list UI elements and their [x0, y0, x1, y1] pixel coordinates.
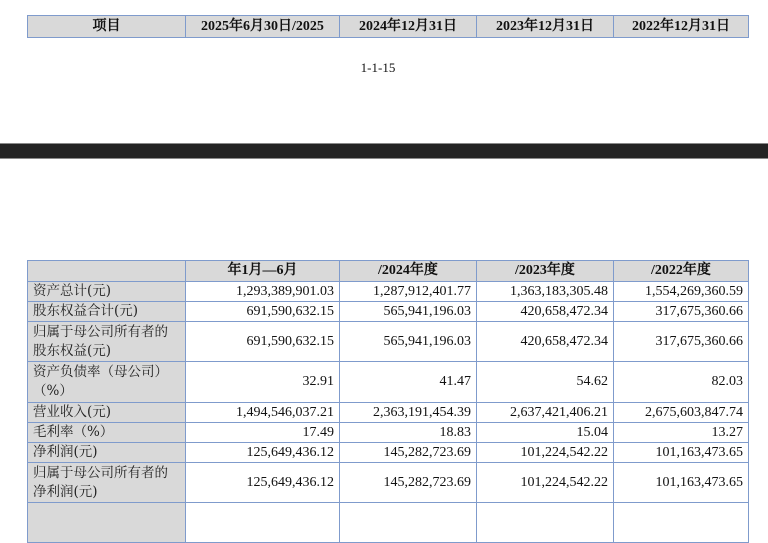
cell-value: 691,590,632.15	[186, 322, 340, 362]
cell-value-cutoff	[477, 503, 614, 543]
header-2024: /2024年度	[340, 261, 477, 282]
table-row-parent-net-profit	[28, 463, 749, 503]
cell-value: 420,658,472.34	[477, 322, 614, 362]
cell-value: 125,649,436.12	[186, 443, 340, 463]
header-2022: 2022年12月31日	[614, 16, 749, 38]
row-label: 归属于母公司所有者的净利润(元)	[28, 463, 186, 503]
cell-value: 101,224,542.22	[477, 463, 614, 503]
cell-value: 2,637,421,406.21	[477, 403, 614, 423]
cell-value: 101,224,542.22	[477, 443, 614, 463]
table-row-partial-cutoff	[28, 503, 749, 543]
cell-value: 32.91	[186, 362, 340, 403]
page-separator-band	[0, 143, 768, 159]
cell-value: 420,658,472.34	[477, 302, 614, 322]
table-header-row	[28, 261, 749, 282]
row-label-cutoff	[28, 503, 186, 543]
cell-value: 1,554,269,360.59	[614, 282, 749, 302]
page-number: 1-1-15	[360, 60, 396, 75]
top-header-table	[27, 15, 749, 38]
header-blank	[28, 261, 186, 282]
row-label: 营业收入(元)	[28, 403, 186, 423]
table-row-gross-margin	[28, 423, 749, 443]
table-row-revenue	[28, 403, 749, 423]
header-h1-2025: 年1月—6月	[186, 261, 340, 282]
cell-value: 17.49	[186, 423, 340, 443]
header-2023: /2023年度	[477, 261, 614, 282]
header-2022: /2022年度	[614, 261, 749, 282]
row-label: 股东权益合计(元)	[28, 302, 186, 322]
cell-value: 1,363,183,305.48	[477, 282, 614, 302]
row-label: 净利润(元)	[28, 443, 186, 463]
financial-summary-table	[27, 260, 749, 543]
table-row-net-profit	[28, 443, 749, 463]
cell-value: 1,287,912,401.77	[340, 282, 477, 302]
cell-value: 317,675,360.66	[614, 302, 749, 322]
cell-value: 18.83	[340, 423, 477, 443]
table-row-total-equity	[28, 302, 749, 322]
header-item: 项目	[28, 16, 186, 38]
cell-value: 2,675,603,847.74	[614, 403, 749, 423]
cell-value: 145,282,723.69	[340, 443, 477, 463]
cell-value: 145,282,723.69	[340, 463, 477, 503]
cell-value-cutoff	[614, 503, 749, 543]
cell-value: 13.27	[614, 423, 749, 443]
cell-value: 101,163,473.65	[614, 443, 749, 463]
cell-value: 82.03	[614, 362, 749, 403]
cell-value: 54.62	[477, 362, 614, 403]
row-label: 资产负债率（母公司）（%）	[28, 362, 186, 403]
header-2024: 2024年12月31日	[340, 16, 477, 38]
cell-value: 125,649,436.12	[186, 463, 340, 503]
header-2023: 2023年12月31日	[477, 16, 614, 38]
table-row-debt-ratio	[28, 362, 749, 403]
row-label: 归属于母公司所有者的股东权益(元)	[28, 322, 186, 362]
top-header-row	[28, 16, 749, 38]
cell-value: 15.04	[477, 423, 614, 443]
cell-value-cutoff	[186, 503, 340, 543]
cell-value: 101,163,473.65	[614, 463, 749, 503]
cell-value: 565,941,196.03	[340, 302, 477, 322]
cell-value: 41.47	[340, 362, 477, 403]
cell-value: 1,494,546,037.21	[186, 403, 340, 423]
cell-value: 2,363,191,454.39	[340, 403, 477, 423]
cell-value-cutoff	[340, 503, 477, 543]
header-2025-h1: 2025年6月30日/2025	[186, 16, 340, 38]
cell-value: 565,941,196.03	[340, 322, 477, 362]
table-row-parent-equity	[28, 322, 749, 362]
cell-value: 1,293,389,901.03	[186, 282, 340, 302]
cell-value: 691,590,632.15	[186, 302, 340, 322]
cell-value: 317,675,360.66	[614, 322, 749, 362]
row-label: 资产总计(元)	[28, 282, 186, 302]
table-row-total-assets	[28, 282, 749, 302]
row-label: 毛利率（%）	[28, 423, 186, 443]
